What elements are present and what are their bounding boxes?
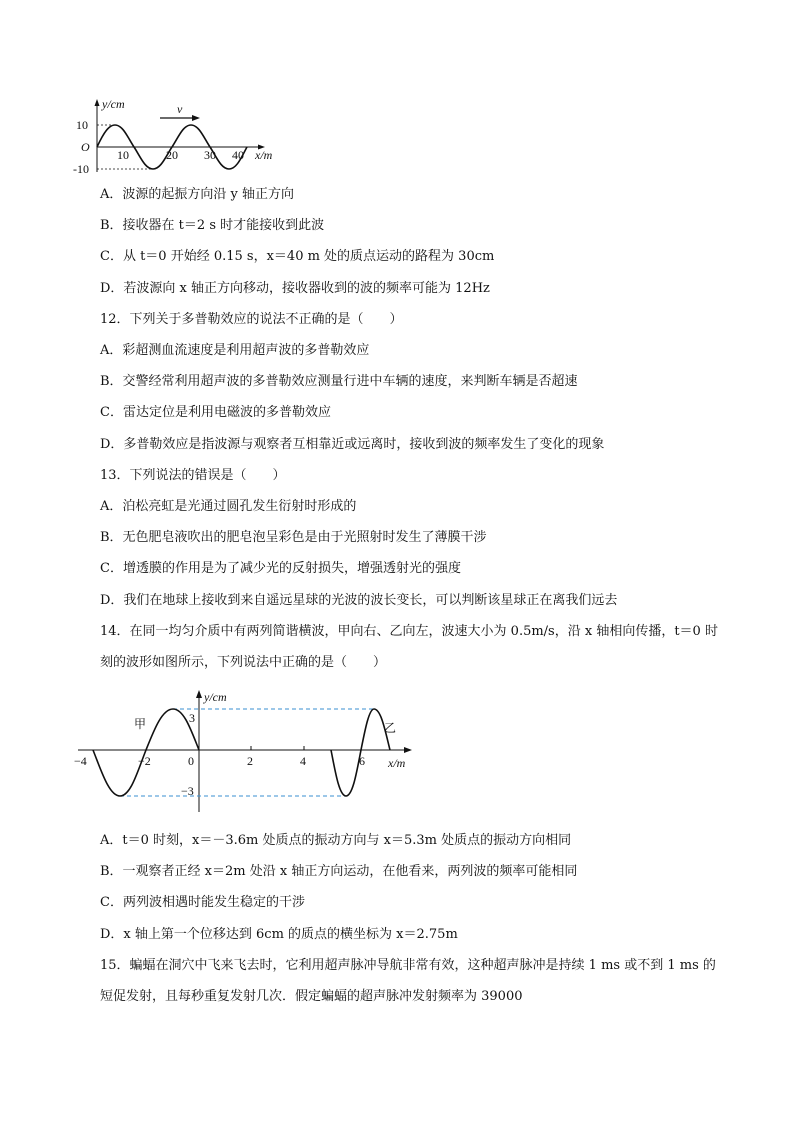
- q11-option-a: A．波源的起振方向沿 y 轴正方向: [100, 187, 294, 202]
- velocity-arrowhead-icon: [192, 115, 200, 121]
- x-tick-4: 4: [300, 754, 306, 768]
- origin-label: 0: [188, 754, 194, 768]
- x-tick-20: 20: [166, 148, 178, 162]
- y-axis-arrow-icon: [196, 690, 202, 698]
- x-axis-arrow-icon: [404, 747, 412, 753]
- q14-option-b: B．一观察者正经 x＝2m 处沿 x 轴正方向运动，在他看来，两列波的频率可能相同: [100, 864, 578, 879]
- q12-stem: 12．下列关于多普勒效应的说法不正确的是（ ）: [100, 312, 403, 327]
- q14-option-d: D．x 轴上第一个位移达到 6cm 的质点的横坐标为 x＝2.75m: [100, 927, 458, 942]
- q13-option-a: A．泊松亮虹是光通过圆孔发生衍射时形成的: [100, 499, 357, 514]
- q11-option-b: B．接收器在 t＝2 s 时才能接收到此波: [100, 218, 325, 233]
- q14-option-c: C．两列波相遇时能发生稳定的干涉: [100, 895, 305, 910]
- x-tick-10: 10: [117, 148, 129, 162]
- q12-option-d: D．多普勒效应是指波源与观察者互相靠近或远离时，接收到波的频率发生了变化的现象: [100, 437, 605, 452]
- q12-option-b: B．交警经常利用超声波的多普勒效应测量行进中车辆的速度，来判断车辆是否超速: [100, 374, 578, 389]
- q13-stem: 13．下列说法的错误是（ ）: [100, 468, 286, 483]
- wave-b-curve: [331, 709, 390, 796]
- x-tick-30: 30: [204, 148, 216, 162]
- q11-option-c: C．从 t＝0 开始经 0.15 s，x＝40 m 处的质点运动的路程为 30cm: [100, 249, 495, 264]
- y-tick-pos: 10: [76, 118, 88, 132]
- q13-option-d: D．我们在地球上接收到来自遥远星球的光波的波长变长，可以判断该星球正在离我们远去: [100, 593, 618, 608]
- q12-option-c: C．雷达定位是利用电磁波的多普勒效应: [100, 405, 331, 420]
- x-tick-neg4: −4: [74, 754, 87, 768]
- x-axis-label: x/m: [255, 148, 273, 162]
- x-tick-40: 40: [232, 148, 244, 162]
- q15-line1: 15．蝙蝠在洞穴中飞来飞去时，它利用超声脉冲导航非常有效，这种超声脉冲是持续 1 ms 或不到 1 ms 的: [100, 958, 716, 973]
- y-axis-label: y/cm: [102, 97, 125, 111]
- x-tick-2: 2: [247, 754, 253, 768]
- y-tick-neg: -10: [73, 162, 89, 176]
- q11-option-d: D．若波源向 x 轴正方向移动，接收器收到的波的频率可能为 12Hz: [100, 281, 490, 296]
- q14-stem-line1: 14．在同一均匀介质中有两列简谐横波，甲向右、乙向左，波速大小为 0.5m/s，沿 x 轴相向传播，t＝0 时: [100, 624, 718, 639]
- wave-a-label: 甲: [134, 717, 147, 731]
- wave-figure-1: [72, 96, 287, 178]
- q13-option-c: C．增透膜的作用是为了减少光的反射损失，增强透射光的强度: [100, 561, 461, 576]
- y-tick-neg: −3: [181, 784, 194, 798]
- origin-label: O: [81, 140, 90, 154]
- y-axis-label: y/cm: [204, 690, 227, 704]
- q12-option-a: A．彩超测血流速度是利用超声波的多普勒效应: [100, 343, 370, 358]
- x-axis-label: x/m: [388, 756, 406, 770]
- q14-stem-line2: 刻的波形如图所示，下列说法中正确的是（ ）: [100, 655, 387, 670]
- q14-option-a: A．t＝0 时刻，x＝－3.6m 处质点的振动方向与 x＝5.3m 处质点的振动方向相同: [100, 833, 572, 848]
- wave-b-label: 乙: [384, 721, 397, 735]
- wave-figure-2: [68, 686, 420, 814]
- y-tick-pos: 3: [189, 711, 195, 725]
- q13-option-b: B．无色肥皂液吹出的肥皂泡呈彩色是由于光照射时发生了薄膜干涉: [100, 530, 487, 545]
- y-axis-arrow-icon: [95, 99, 100, 106]
- q15-line2: 短促发射，且每秒重复发射几次．假定蝙蝠的超声脉冲发射频率为 39000: [100, 989, 523, 1004]
- velocity-label: v: [177, 102, 183, 116]
- x-tick-neg2: −2: [138, 754, 151, 768]
- x-tick-6: 6: [359, 754, 365, 768]
